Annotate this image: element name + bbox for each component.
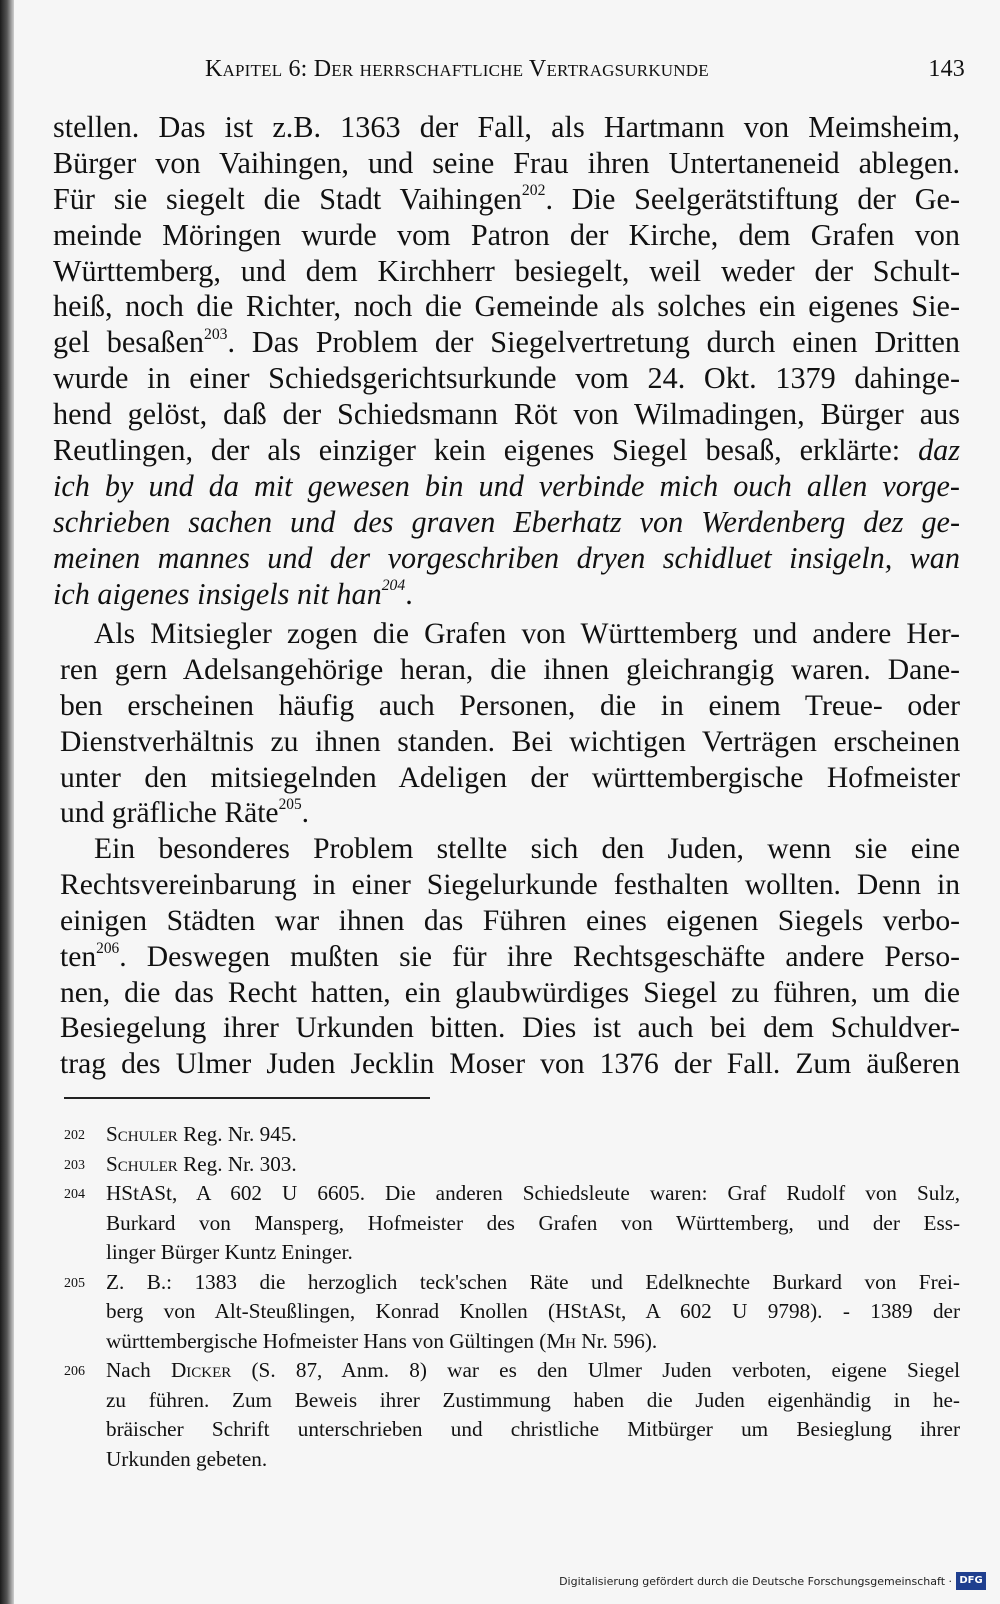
footnote-ref[interactable]: 202	[521, 182, 546, 200]
footnote-number: 205	[64, 1275, 85, 1291]
running-header	[205, 56, 965, 90]
quote-line: ich by und da mit gewesen bin und verbinde mich ouch allen vorge-	[53, 468, 960, 503]
text-line: nen, die das Recht hatten, ein glaubwürdiges Siegel zu führen, um die	[60, 976, 960, 1009]
footnote-ref[interactable]: 205	[278, 796, 302, 814]
text-line: ten$^{206}$. Deswegen mußten sie für ihre Rechtsgeschäfte andere Perso-	[60, 939, 960, 973]
footnote-203	[64, 1150, 960, 1180]
text-line: heiß, noch die Richter, noch die Gemeinde als solches ein eigenes Sie-	[53, 289, 960, 324]
footnote-line: Burkard von Mansperg, Hofmeister des Grafen von Württemberg, und der Ess-	[106, 1210, 960, 1235]
page-number: 143	[928, 56, 965, 82]
text-line: gel besaßen$^{203}$. Das Problem der Siegelvertretung durch einen Dritten	[53, 325, 960, 360]
footnote-line: bräischer Schrift unterschrieben und christliche Mitbürger um Besieglung ihrer	[106, 1417, 960, 1441]
footnote-ref[interactable]: 206	[96, 939, 120, 957]
footnote-line: Schuler Reg. Nr. 303.	[106, 1151, 297, 1176]
text-line: trag des Ulmer Juden Jecklin Moser von 1376 der Fall. Zum äußeren	[60, 1048, 960, 1081]
footnote-ref[interactable]: 204	[381, 577, 406, 595]
footnote-line: berg von Alt-Steußlingen, Konrad Knollen (HStASt, A 602 U 9798). - 1389 der	[106, 1299, 960, 1323]
footnote-number: 204	[64, 1187, 85, 1202]
quote-line: schrieben sachen und des graven Eberhatz von Werdenberg dez ge-	[53, 504, 960, 539]
footnote-205	[64, 1268, 960, 1357]
paragraph-1	[53, 110, 960, 612]
text-line: Für sie siegelt die Stadt Vaihingen$^{202}$. Die Seelgerätstiftung der Ge-	[53, 181, 960, 216]
book-gutter-shadow	[0, 0, 14, 1604]
text-line: Ein besonderes Problem stellte sich den Juden, wenn sie eine	[94, 833, 960, 865]
quote-line: ich aigenes insigels nit han$^{204}$.	[53, 576, 413, 611]
footnote-number: 206	[64, 1364, 85, 1379]
text-line: Als Mitsiegler zogen die Grafen von Württemberg und andere Her-	[94, 618, 960, 650]
footnote-line: linger Bürger Kuntz Eninger.	[106, 1240, 353, 1264]
credit-text: Digitalisierung gefördert durch die Deutsche Forschungsgemeinschaft ·	[559, 1574, 952, 1588]
text-line: stellen. Das ist z.B. 1363 der Fall, als Hartmann von Meimsheim,	[53, 110, 960, 144]
footnote-206	[64, 1356, 960, 1474]
digitization-credit	[559, 1570, 986, 1592]
paragraph-3	[60, 832, 960, 1083]
running-title: Kapitel 6: Der herrschaftliche Vertragsurkunde	[205, 56, 709, 82]
footnote-202	[64, 1120, 960, 1150]
text-line: meinde Möringen wurde vom Patron der Kirche, dem Grafen von	[53, 217, 960, 252]
text-line: ben erscheinen häufig auch Personen, die in einem Treue- oder	[60, 689, 960, 722]
footnote-line: Z. B.: 1383 die herzoglich teck'schen Räte und Edelknechte Burkard von Frei-	[106, 1269, 960, 1294]
text-line: ren gern Adelsangehörige heran, die ihnen gleichrangig waren. Dane-	[60, 653, 960, 686]
footnote-line: Schuler Reg. Nr. 945.	[106, 1122, 297, 1146]
quote-line: meinen mannes und der vorgeschriben dryen schidluet insigeln, wan	[53, 540, 960, 575]
footnote-line: Nach Dicker (S. 87, Anm. 8) war es den Ulmer Juden verboten, eigene Siegel	[106, 1358, 961, 1382]
text-line: wurde in einer Schiedsgerichtsurkunde vom 24. Okt. 1379 dahinge-	[53, 361, 960, 396]
text-line: Besiegelung ihrer Urkunden bitten. Dies ist auch bei dem Schuldver-	[60, 1012, 960, 1045]
text-line: unter den mitsiegelnden Adeligen der württembergische Hofmeister	[60, 761, 960, 794]
dfg-logo-icon: DFG	[956, 1572, 986, 1590]
footnote-line: Urkunden gebeten.	[106, 1446, 268, 1471]
paragraph-2	[60, 617, 960, 832]
footnote-line: HStASt, A 602 U 6605. Die anderen Schiedsleute waren: Graf Rudolf von Sulz,	[106, 1181, 960, 1205]
text-line: Bürger von Vaihingen, und seine Frau ihren Untertaneneid ablegen.	[53, 145, 960, 180]
footnote-separator	[64, 1097, 430, 1099]
text-line: einigen Städten war ihnen das Führen eines eigenen Siegels verbo-	[60, 904, 960, 937]
footnote-line: zu führen. Zum Beweis ihrer Zustimmung haben die Juden eigenhändig in he-	[106, 1387, 960, 1412]
footnotes	[64, 1120, 960, 1474]
footnote-ref[interactable]: 203	[203, 325, 228, 343]
text-line: Rechtsvereinbarung in einer Siegelurkunde festhalten wollten. Denn in	[60, 868, 960, 901]
footnote-line: württembergische Hofmeister Hans von Gültingen (Mh Nr. 596).	[106, 1328, 658, 1353]
quote-text: daz	[918, 433, 960, 468]
text-line: Württemberg, und dem Kirchherr besiegelt, weil weder der Schult-	[53, 253, 960, 288]
footnote-number: 203	[64, 1157, 85, 1173]
text-line: Reutlingen, der als einziger kein eigenes Siegel besaß, erklärte: daz	[53, 433, 960, 468]
text-line: Dienstverhältnis zu ihnen standen. Bei wichtigen Verträgen erscheinen	[60, 725, 960, 758]
text-line: und gräfliche Räte$^{205}$.	[60, 796, 310, 830]
footnote-number: 202	[64, 1128, 85, 1143]
text-line: hend gelöst, daß der Schiedsmann Röt von Wilmadingen, Bürger aus	[53, 397, 960, 432]
footnote-204	[64, 1179, 960, 1268]
